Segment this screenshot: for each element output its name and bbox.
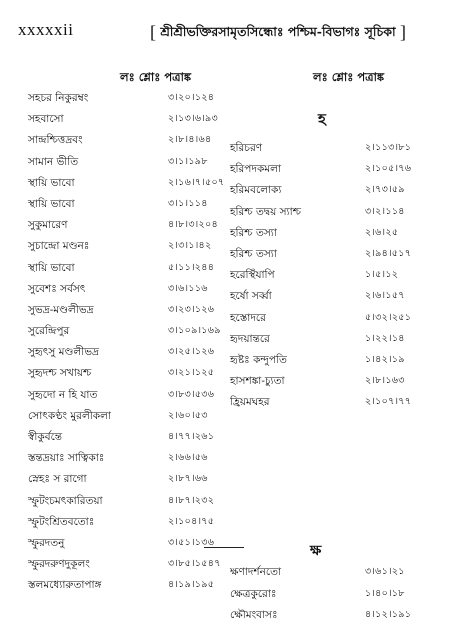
index-entry: [230, 350, 435, 371]
index-entry: [230, 223, 435, 244]
entry-word: হাসশঙ্কা-চ্যুতা: [230, 375, 285, 388]
entry-word: সুভদ্র-মণ্ডলীভদ্র: [28, 303, 94, 316]
entry-reference: ৩।৮৫।১৫৪৭: [168, 558, 221, 570]
entry-reference: ২।৯৪।৫১৭: [365, 247, 412, 259]
entry-word: হ্রিয়মঘহর: [230, 396, 270, 409]
entry-reference: ২।৮।৪।৬৪: [168, 134, 212, 146]
header-bracket-close: ]: [399, 22, 406, 42]
index-entry: [28, 194, 223, 215]
entry-reference: ৫।১১।২৪৪: [168, 261, 215, 273]
index-entry: [28, 109, 223, 130]
entry-word: হস্তোদরে: [230, 311, 266, 324]
entry-word: হৃষ্টঃ কন্দুপতি: [230, 353, 287, 366]
header-bracket-open: [: [150, 22, 156, 42]
entry-reference: ১।৪০।১৮: [365, 587, 405, 599]
header-title-text: শ্রীশ্রীভক্তিরসামৃতসিন্ধোঃ পশ্চিম-বিভাগঃ সূচিকা: [160, 24, 396, 39]
entry-reference: ৩।২৩।১২৬: [168, 303, 215, 315]
index-entry: [28, 554, 223, 575]
index-entry: [230, 138, 435, 159]
entry-word: স্ফুটংশ্রিতবতোঃ: [28, 515, 95, 528]
entry-reference: ২।৩।১।৪২: [168, 240, 212, 252]
section-letter-text: ক্ষ: [310, 543, 322, 560]
entry-word: সহচর নিকুরম্বং: [28, 92, 89, 104]
entry-word: স্তলমধ্যোরুতাপাঙ্গ: [28, 579, 102, 592]
index-entry: [28, 215, 223, 236]
section-letter-text: হ: [318, 110, 326, 128]
entry-word: সুহৃদো ন হি যাত: [28, 388, 98, 401]
entry-word: স্থায়ি ভাবো: [28, 176, 75, 189]
index-entry: [230, 244, 435, 265]
entry-word: হরিচরণ: [230, 142, 263, 154]
index-entry: [28, 300, 223, 321]
entry-reference: ১।৪২।১৯: [365, 353, 405, 365]
entry-word: স্ফুটংচমৎকারিতয়া: [28, 494, 103, 507]
entry-word: হর্ষো সর্ব্বা: [230, 290, 272, 303]
entry-reference: ২।১০৭।৭৭: [365, 396, 412, 408]
entry-word: সান্দ্রশ্চিত্তদ্রবং: [28, 134, 83, 147]
entry-reference: ২।৬৬।৫৬: [168, 452, 208, 464]
entry-reference: ৩।২১।১২৫: [168, 367, 215, 379]
entry-reference: ৪।৮।৩।২০৪: [168, 219, 218, 231]
right-index-column: [230, 104, 435, 626]
entry-word: সুচান্দ্রো মণ্ডনঃ: [28, 240, 90, 253]
index-entry: [28, 342, 223, 363]
entry-reference: ২।১৩।৬।৯৩: [168, 113, 218, 125]
entry-word: স্ফুরদতনু: [28, 536, 65, 549]
index-entry: [28, 427, 223, 448]
entry-reference: ১।২২।১৪: [365, 332, 405, 344]
index-entry: [230, 308, 435, 329]
left-index-column: [28, 88, 223, 597]
entry-word: হৃদয়ান্তরে: [230, 332, 270, 345]
entry-word: সুহৃদশ্চ সখায়শ্চ: [28, 367, 92, 380]
entry-reference: ২।১১৩।৮১: [365, 142, 412, 153]
index-entry: [28, 173, 223, 194]
entry-reference: ২।৭৩।৫৯: [365, 184, 405, 196]
entry-reference: ৫।৩২।২৫১: [365, 311, 412, 323]
entry-word: হরিশ্চ তস্যা: [230, 247, 277, 260]
index-entry: [28, 130, 223, 151]
entry-word: স্থায়ি ভাবো: [28, 197, 75, 210]
index-entry: [28, 575, 223, 596]
entry-reference: ২।৮৭।৬৬: [168, 473, 208, 485]
entry-reference: ৩।২৫।১২৬: [168, 346, 215, 358]
entry-reference: ২।১৬।৭।৫০৭: [168, 176, 225, 188]
index-entry: [28, 236, 223, 257]
page-header: [150, 22, 440, 44]
footer-divider: [204, 547, 244, 548]
index-entry: [28, 152, 223, 173]
index-entry: [230, 605, 435, 626]
entry-word: স্থায়ি ভাবো: [28, 261, 75, 274]
entry-word: সুরেন্দ্রিপুর: [28, 325, 70, 338]
index-entry: [230, 159, 435, 180]
entry-word: হরিপদকমলা: [230, 163, 281, 176]
right-column-heading: লঃ শ্লোঃ পত্রাঙ্ক: [313, 70, 385, 84]
index-entry: [28, 363, 223, 384]
index-entry: [28, 448, 223, 469]
entry-word: ক্ষণাদর্শনতো: [230, 566, 282, 579]
entry-word: সহবাসো: [28, 113, 64, 126]
entry-reference: ২।৬।২৫: [365, 226, 399, 238]
entry-reference: ২।১০৪।৭৫: [168, 515, 215, 527]
entry-reference: ২।৮।১৬৩: [365, 375, 405, 387]
index-entry: [28, 533, 223, 554]
entry-reference: ৩।১।১৯৮: [168, 155, 208, 167]
index-entry: [230, 392, 435, 413]
entry-reference: ৪।১২।১৯১: [365, 608, 412, 620]
entry-reference: ৪।৮৭।২৩২: [168, 494, 215, 506]
page-number: xxxxxii: [18, 20, 74, 39]
index-entry: [230, 180, 435, 201]
index-entry: [28, 491, 223, 512]
entry-word: সুহৃৎসু মণ্ডলীভদ্র: [28, 346, 100, 359]
entry-reference: ৩।৮৩।৫৩৬: [168, 388, 215, 400]
left-column-heading: লঃ শ্লোঃ পত্রাঙ্ক: [120, 70, 192, 84]
entry-word: সুকুমারেণ: [28, 219, 68, 232]
index-entry: [28, 469, 223, 490]
entry-reference: ২।৬০।৫৩: [168, 409, 208, 421]
index-entry: [230, 265, 435, 286]
index-entry: [230, 286, 435, 307]
entry-reference: ৩।২০।১২৪: [168, 92, 215, 103]
index-entry: [28, 279, 223, 300]
index-entry: [28, 321, 223, 342]
entry-reference: ৩।৫১।১৩৬: [168, 536, 215, 548]
entry-word: সুবেশঃ সর্বসৎ: [28, 282, 86, 295]
entry-word: স্বীকুর্বন্তে: [28, 431, 63, 443]
index-entry: [28, 385, 223, 406]
entry-reference: ৩।৬১।২১: [365, 566, 405, 578]
entry-reference: ২।১০৫।৭৬: [365, 163, 412, 175]
entry-word: সামান ভীতি: [28, 155, 79, 168]
entry-word: ক্ষেত্রকুরোঃ: [230, 587, 277, 600]
index-entry: [230, 202, 435, 223]
entry-word: সোৎকণ্ঠং মুরলীকলা: [28, 409, 111, 422]
entry-reference: ৩।১০৯।১৬৯: [168, 325, 221, 337]
index-entry: [28, 512, 223, 533]
index-entry: [230, 584, 435, 605]
entry-reference: ৩।২।১১৪: [365, 205, 405, 217]
entry-word: হরেস্থিঁযাপি: [230, 269, 275, 282]
entry-reference: ৪।৭৭।২৬১: [168, 431, 215, 442]
entry-word: স্নেহঃ স রাগো: [28, 473, 87, 486]
section-letter: [230, 104, 435, 138]
entry-reference: ৪।১৯।১৯৫: [168, 579, 215, 591]
entry-word: হরিমবলোক্য: [230, 184, 282, 197]
entry-word: হরিশ্চ তদ্বয় স্যাশ্চ: [230, 205, 301, 218]
index-entry: [230, 371, 435, 392]
entry-word: হরিশ্চ তস্যা: [230, 226, 277, 239]
entry-reference: ১।৫।১২: [365, 269, 399, 281]
index-entry: [28, 258, 223, 279]
index-entry: [28, 88, 223, 109]
entry-word: স্ফুরদরুণদুকূলং: [28, 558, 90, 571]
entry-reference: ৩।১।১১৪: [168, 197, 208, 209]
section-gap: [230, 413, 435, 536]
entry-reference: ৩।৬।১১৬: [168, 282, 208, 294]
entry-word: ক্ষৌমংবাসঃ: [230, 608, 278, 621]
index-entry: [28, 406, 223, 427]
entry-word: স্তন্তদ্রয়াঃ সাত্বিকাঃ: [28, 452, 105, 465]
index-entry: [230, 329, 435, 350]
entry-reference: ২।৬।১৫৭: [365, 290, 405, 302]
section-letter: [230, 536, 435, 562]
index-entry: [230, 562, 435, 583]
